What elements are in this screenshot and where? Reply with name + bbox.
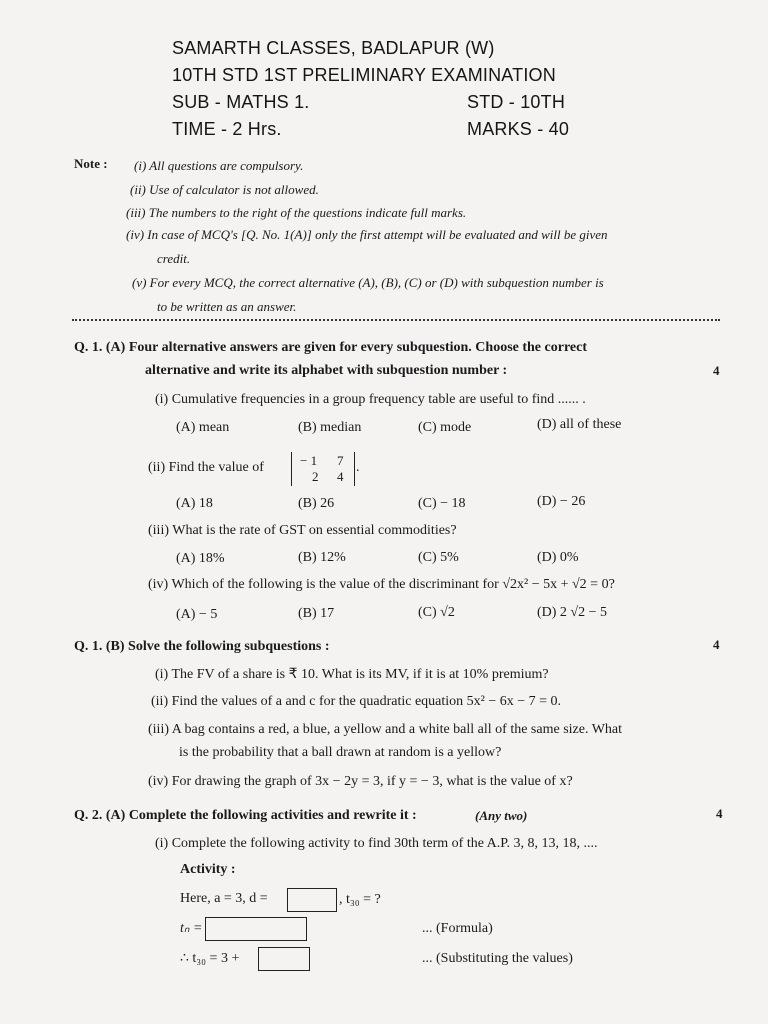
section-divider xyxy=(72,319,720,321)
q1a-i-option-a: (A) mean xyxy=(176,420,230,435)
institute-name: SAMARTH CLASSES, BADLAPUR (W) xyxy=(172,38,495,58)
q1b-marks: 4 xyxy=(713,637,720,652)
marks-label: MARKS - 40 xyxy=(467,119,570,139)
time-label: TIME - 2 Hrs. xyxy=(172,119,282,139)
q1a-iv-option-a: (A) − 5 xyxy=(176,607,218,622)
q1a-heading-cont: alternative and write its alphabet with subquestion number : xyxy=(145,363,508,378)
std-label: STD - 10TH xyxy=(467,92,566,112)
q1b-i: (i) The FV of a share is ₹ 10. What is its MV, if it is at 10% premium? xyxy=(155,667,549,682)
q1a-ii-option-d: (D) − 26 xyxy=(537,494,586,509)
subject-label: SUB - MATHS 1. xyxy=(172,92,310,112)
q1a-iii-option-b: (B) 12% xyxy=(298,550,346,565)
activity-therefore-line: ∴ t₃₀ = 3 + xyxy=(180,951,240,966)
q1a-i-option-b: (B) median xyxy=(298,420,362,435)
q1a-i-option-d: (D) all of these xyxy=(537,417,622,432)
q1a-ii-option-a: (A) 18 xyxy=(176,496,213,511)
det-cell: 2 xyxy=(312,469,319,484)
note-item: to be written as an answer. xyxy=(157,299,297,314)
activity-here-line: Here, a = 3, d = xyxy=(180,891,268,906)
determinant xyxy=(291,452,355,486)
q2a-i-question: (i) Complete the following activity to find 30th term of the A.P. 3, 8, 13, 18, .... xyxy=(155,836,598,851)
q1b-iii: (iii) A bag contains a red, a blue, a yellow and a white ball all of the same size. What xyxy=(148,722,623,737)
q1a-iv-option-c: (C) √2 xyxy=(418,605,455,620)
substituting-note: ... (Substituting the values) xyxy=(422,951,573,966)
q1b-ii: (ii) Find the values of a and c for the quadratic equation 5x² − 6x − 7 = 0. xyxy=(151,694,562,709)
activity-label: Activity : xyxy=(180,862,236,877)
q1a-iii-option-a: (A) 18% xyxy=(176,551,225,566)
q2a-marks: 4 xyxy=(716,806,723,821)
det-cell: − 1 xyxy=(300,453,318,468)
activity-t30-question: , t₃₀ = ? xyxy=(339,892,381,907)
note-item: (ii) Use of calculator is not allowed. xyxy=(130,182,319,197)
q1a-i-option-c: (C) mode xyxy=(418,420,472,435)
exam-title: 10TH STD 1ST PRELIMINARY EXAMINATION xyxy=(172,65,556,85)
q1b-iii-cont: is the probability that a ball drawn at random is a yellow? xyxy=(179,745,502,760)
det-cell: 7 xyxy=(337,453,344,468)
formula-note: ... (Formula) xyxy=(422,921,493,936)
det-cell: 4 xyxy=(337,469,344,484)
answer-box-formula[interactable] xyxy=(205,917,307,941)
note-item: (v) For every MCQ, the correct alternative (A), (B), (C) or (D) with subquestion number is xyxy=(132,275,604,290)
q1a-ii-option-b: (B) 26 xyxy=(298,496,335,511)
answer-box-substitution[interactable] xyxy=(258,947,310,971)
q2a-any-two: (Any two) xyxy=(475,808,528,823)
q1a-heading: Q. 1. (A) Four alternative answers are given for every subquestion. Choose the correct xyxy=(74,340,587,355)
q1a-iii-option-c: (C) 5% xyxy=(418,550,459,565)
q1a-iii-question: (iii) What is the rate of GST on essential commodities? xyxy=(148,523,457,538)
note-item: (iii) The numbers to the right of the questions indicate full marks. xyxy=(126,205,467,220)
q1a-iv-option-b: (B) 17 xyxy=(298,606,335,621)
q1b-iv: (iv) For drawing the graph of 3x − 2y = 3, if y = − 3, what is the value of x? xyxy=(148,774,573,789)
note-item: (iv) In case of MCQ's [Q. No. 1(A)] only the first attempt will be evaluated and will be given xyxy=(126,227,608,242)
note-item: (i) All questions are compulsory. xyxy=(134,158,304,173)
q2a-heading: Q. 2. (A) Complete the following activities and rewrite it : xyxy=(74,808,417,823)
q1a-ii-question: (ii) Find the value of xyxy=(148,460,264,475)
q1a-marks: 4 xyxy=(713,363,720,378)
q1a-ii-end: . xyxy=(356,460,360,475)
q1a-i-question: (i) Cumulative frequencies in a group frequency table are useful to find ...... . xyxy=(155,392,586,407)
answer-box-d[interactable] xyxy=(287,888,337,912)
q1a-ii-option-c: (C) − 18 xyxy=(418,496,466,511)
note-item: credit. xyxy=(157,251,191,266)
q1a-iv-question: (iv) Which of the following is the value of the discriminant for √2x² − 5x + √2 = 0? xyxy=(148,577,615,592)
q1b-heading: Q. 1. (B) Solve the following subquestions : xyxy=(74,639,330,654)
activity-tn-label: tₙ = xyxy=(180,921,203,936)
q1a-iv-option-d: (D) 2 √2 − 5 xyxy=(537,605,608,620)
note-label: Note : xyxy=(74,156,108,171)
q1a-iii-option-d: (D) 0% xyxy=(537,550,579,565)
